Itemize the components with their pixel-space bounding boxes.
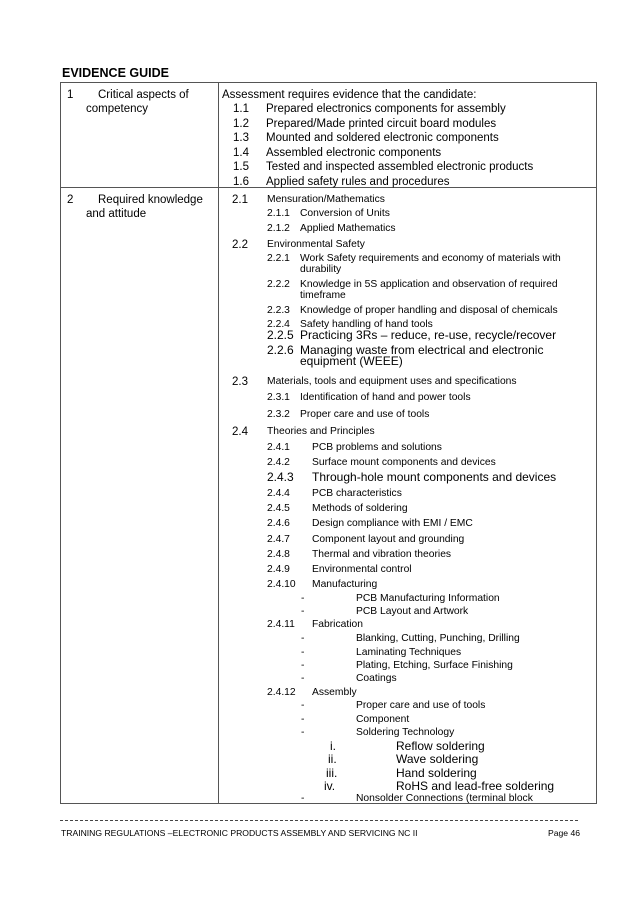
sub-item-text: PCB Manufacturing Information [356,593,500,604]
item-text: Conversion of Units [300,208,390,219]
item-text: Proper care and use of tools [300,409,430,420]
item-number: 2.2.4 [267,319,290,330]
item-number: 2.1.2 [267,223,290,234]
footer-document-title: TRAINING REGULATIONS –ELECTRONIC PRODUCTS ASSEMBLY AND SERVICING NC II [61,828,418,838]
item-number: 2.2.5 [267,328,294,342]
item-text: Prepared electronics components for assembly [266,103,506,115]
roman-numeral: i. [330,739,336,753]
item-text: Managing waste from electrical and electronic [300,343,544,357]
footer-rule [60,820,578,821]
intro-text: Assessment requires evidence that the candidate: [222,89,477,101]
item-text-continued: durability [300,264,342,275]
item-number: 2.3.2 [267,409,290,420]
item-text: Practicing 3Rs – reduce, re-use, recycle/recover [300,328,557,342]
item-text: Prepared/Made printed circuit board modules [266,118,497,130]
dash-marker: - [301,593,305,604]
item-text: Methods of soldering [312,503,408,514]
section-title: EVIDENCE GUIDE [62,66,169,80]
item-number: 1.5 [233,161,249,173]
item-number: 2.3.1 [267,392,290,403]
item-number: 2.4.8 [267,549,290,560]
item-text: Surface mount components and devices [312,457,496,468]
item-number: 2.2.3 [267,305,290,316]
item-number: 2.4.1 [267,442,290,453]
item-text: PCB problems and solutions [312,442,442,453]
item-text: Work Safety requirements and economy of materials with [300,253,561,264]
dash-marker: - [301,647,305,658]
section-title: Theories and Principles [267,426,375,437]
soldering-item: Hand soldering [396,766,477,780]
item-number: 2.4.9 [267,564,290,575]
item-text: Through-hole mount components and devices [312,470,557,484]
item-number: 2.4.6 [267,518,290,529]
item-text: Identification of hand and power tools [300,392,471,403]
dash-marker: - [301,606,305,617]
sub-item-text: PCB Layout and Artwork [356,606,469,617]
row-label: and attitude [86,208,147,220]
item-number: 2.2.6 [267,343,294,357]
item-text: Knowledge of proper handling and disposal of chemicals [300,305,558,316]
item-number: 1.6 [233,176,249,188]
item-text: Design compliance with EMI / EMC [312,518,473,529]
soldering-item: RoHS and lead-free soldering [396,779,555,793]
sub-item-text: Component [356,714,410,725]
item-text-continued: equipment (WEEE) [300,354,403,368]
row-number: 2 [67,194,74,206]
dash-marker: - [301,660,305,671]
item-number: 2.4.11 [267,619,295,630]
dash-marker: - [301,727,305,738]
item-text: Applied Mathematics [300,223,396,234]
sub-item-text: Laminating Techniques [356,647,462,658]
item-text: Assembly [312,687,357,698]
item-number: 1.2 [233,118,249,130]
row-label: Critical aspects of [98,89,189,101]
sub-item-text: Nonsolder Connections (terminal block [356,793,533,804]
item-number: 2.4.12 [267,687,296,698]
sub-item-text: Proper care and use of tools [356,700,486,711]
section-title: Materials, tools and equipment uses and specifications [267,376,517,387]
section-title: Environmental Safety [267,239,365,250]
item-text: Mounted and soldered electronic components [266,132,499,144]
dash-marker: - [301,633,305,644]
item-number: 2.4.4 [267,488,290,499]
item-text: Safety handling of hand tools [300,319,433,330]
row-label: Required knowledge [98,194,203,206]
item-number: 2.4.2 [267,457,290,468]
row-number: 1 [67,89,74,101]
section-title: Mensuration/Mathematics [267,194,385,205]
soldering-item: Wave soldering [396,752,479,766]
roman-numeral: iii. [326,766,338,780]
section-number: 2.1 [232,194,248,206]
section-number: 2.2 [232,239,248,251]
item-number: 1.4 [233,147,249,159]
item-text: Tested and inspected assembled electronic products [266,161,534,173]
item-text: PCB characteristics [312,488,402,499]
column-divider [218,83,219,803]
sub-item-text: Plating, Etching, Surface Finishing [356,660,513,671]
soldering-item: Reflow soldering [396,739,485,753]
section-number: 2.3 [232,376,248,388]
item-text: Component layout and grounding [312,534,465,545]
item-number: 2.2.1 [267,253,290,264]
dash-marker: - [301,673,305,684]
dash-marker: - [301,793,305,804]
sub-item-text: Coatings [356,673,397,684]
item-text: Thermal and vibration theories [312,549,452,560]
roman-numeral: ii. [328,752,337,766]
item-number: 2.4.10 [267,579,296,590]
item-number: 1.3 [233,132,249,144]
sub-item-text: Soldering Technology [356,727,455,738]
item-text-continued: timeframe [300,290,346,301]
section-number: 2.4 [232,426,248,438]
item-number: 2.4.5 [267,503,290,514]
roman-numeral: iv. [324,779,336,793]
row-label: competency [86,103,149,115]
item-text: Knowledge in 5S application and observation of required [300,279,558,290]
item-number: 2.2.2 [267,279,290,290]
dash-marker: - [301,714,305,725]
item-number: 2.4.7 [267,534,290,545]
item-text: Fabrication [312,619,363,630]
dash-marker: - [301,700,305,711]
item-text: Applied safety rules and procedures [266,176,450,188]
item-number: 2.4.3 [267,470,294,484]
footer-page-number: Page 46 [548,828,581,838]
item-text: Assembled electronic components [266,147,442,159]
item-number: 2.1.1 [267,208,290,219]
item-number: 1.1 [233,103,249,115]
item-text: Manufacturing [312,579,378,590]
sub-item-text: Blanking, Cutting, Punching, Drilling [356,633,520,644]
item-text: Environmental control [312,564,412,575]
